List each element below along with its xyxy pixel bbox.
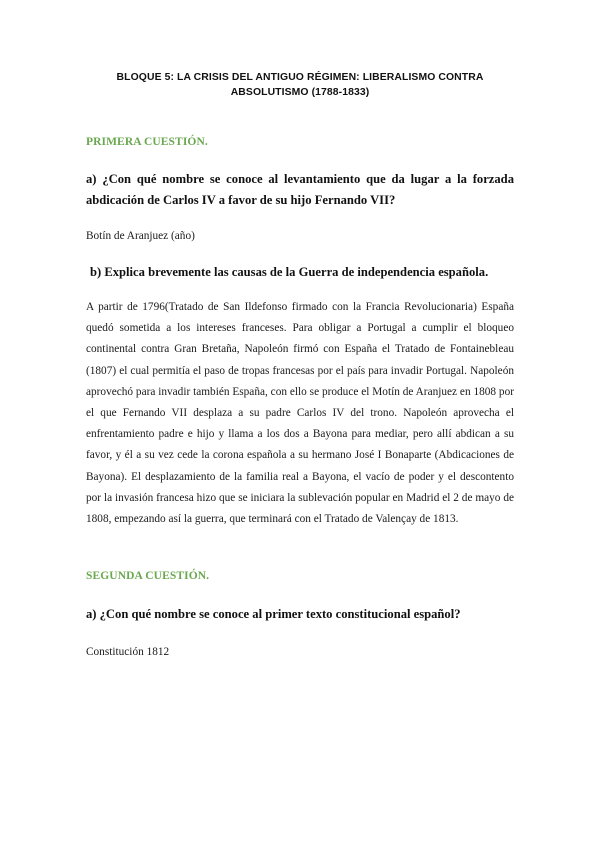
section-heading-segunda: SEGUNDA CUESTIÓN. bbox=[86, 570, 210, 582]
question-2a: a) ¿Con qué nombre se conoce al primer texto constitucional español? bbox=[86, 607, 461, 621]
document-title: BLOQUE 5: LA CRISIS DEL ANTIGUO RÉGIMEN: LIBERALISMO CONTRA ABSOLUTISMO (1788-1833) bbox=[116, 72, 484, 98]
answer-1a: Botín de Aranjuez (año) bbox=[86, 230, 195, 242]
section-heading-primera: PRIMERA CUESTIÓN. bbox=[86, 136, 208, 148]
question-1b: b) Explica brevemente las causas de la Guerra de independencia española. bbox=[90, 265, 489, 279]
question-1a: a) ¿Con qué nombre se conoce al levantamiento que da lugar a la forzada abdicación de Carlos IV a favor de su hijo Fernando VII? bbox=[86, 172, 514, 207]
answer-2a: Constitución 1812 bbox=[86, 646, 170, 658]
answer-1b: A partir de 1796(Tratado de San Ildefonso firmado con la Francia Revolucionaria) España quedó sometida a los intereses franceses. Para obligar a Portugal a cumplir el bloqueo continental contra Gran Bretaña, Napoleón firmó con España el Tratado de Fontainebleau (1807) el cual permitía el paso de tropas francesas por el país para invadir Portugal. Napoleón aprovechó para invadir también España, con ello se produce el Motín de Aranjuez en 1808 por el que Fernando VII desplaza a su padre Carlos IV del trono. Napoleón aprovecha el enfrentamiento padre e hijo y llama a los dos a Bayona para mediar, pero allí abdican a su favor, y él a su vez cede la corona española a su hermano José I Bonaparte (Abdicaciones de Bayona). El desplazamiento de la familia real a Bayona, el vacío de poder y el descontento por la invasión francesa hizo que se iniciara la sublevación popular en Madrid el 2 de mayo de 1808, empezando así la guerra, que terminará con el Tratado de Valençay de 1813. bbox=[86, 301, 514, 526]
